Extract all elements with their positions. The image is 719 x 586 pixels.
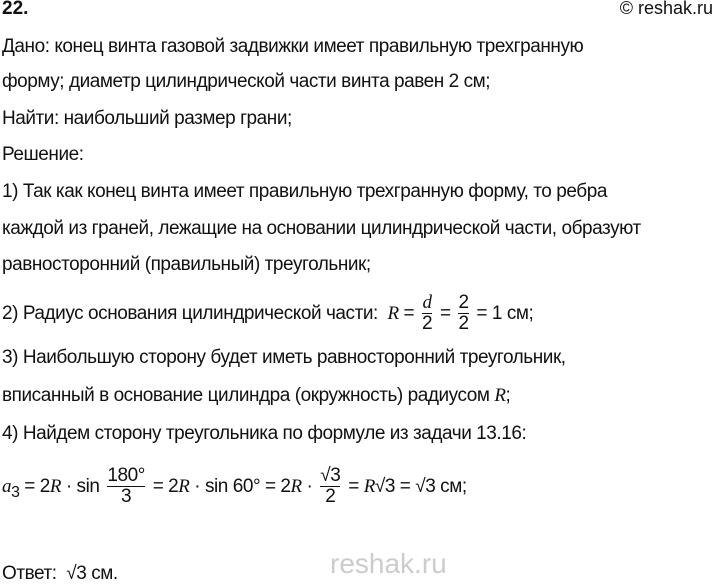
result: = 1 см;: [476, 303, 534, 324]
semicolon: ;: [505, 385, 511, 406]
fraction-d-2: [422, 293, 432, 334]
var-r: R: [387, 303, 399, 324]
var-r: R: [363, 476, 375, 497]
fraction-2-2: [458, 293, 468, 334]
step3-line-2: [2, 384, 510, 408]
var-r: R: [178, 476, 190, 497]
step3-line-1: 3) Наибольшую сторону будет иметь равносторонний треугольник,: [2, 347, 566, 368]
step1-line-3: равносторонний (правильный) треугольник;: [2, 254, 371, 275]
formula-part: =: [348, 476, 359, 497]
var-r: R: [290, 476, 302, 497]
denominator: 2: [421, 313, 433, 335]
step2-text: 2) Радиус основания цилиндрической части:: [2, 303, 378, 324]
numerator: d: [422, 292, 432, 314]
equals: =: [403, 303, 415, 324]
copyright: © reshak.ru: [619, 0, 713, 18]
formula-part: · sin 60° = 2: [189, 476, 291, 497]
formula-part: · sin: [61, 476, 100, 497]
step2-line: [2, 292, 533, 336]
answer-value: √3 см.: [66, 563, 118, 584]
subscript: 3: [11, 483, 20, 501]
var-r: R: [494, 385, 506, 406]
formula-part: = 2: [152, 476, 179, 497]
find-line: Найти: наибольший размер грани;: [2, 108, 292, 129]
var-a: a: [2, 476, 12, 497]
given-line-2: форму; диаметр цилиндрической части винта равен 2 см;: [2, 71, 491, 92]
problem-number: 22.: [2, 0, 29, 19]
answer-label: Ответ:: [2, 563, 57, 584]
answer-line: [2, 562, 118, 586]
formula-part: ·: [301, 476, 318, 497]
step1-line-2: каждой из граней, лежащие на основании цилиндрической части, образуют: [2, 218, 641, 239]
denominator: 2: [325, 486, 336, 508]
denominator: 2: [458, 313, 469, 335]
watermark: reshak.ru: [330, 548, 447, 579]
solution-heading: Решение:: [2, 144, 84, 165]
denominator: 3: [121, 486, 132, 508]
step1-line-1: 1) Так как конец винта имеет правильную трехгранную форму, то ребра: [2, 181, 607, 202]
given-line-1: Дано: конец винта газовой задвижки имеет правильную трехгранную: [2, 36, 584, 57]
numerator: 180°: [107, 465, 145, 487]
numerator: √3: [320, 465, 341, 487]
formula-line: [2, 462, 467, 518]
formula-part: = 2: [24, 476, 50, 497]
step4-line: 4) Найдем сторону треугольника по формуле из задачи 13.16:: [2, 423, 527, 444]
step3-text: вписанный в основание цилиндра (окружность) радиусом: [2, 385, 490, 406]
numerator: 2: [458, 292, 469, 314]
equals: =: [439, 303, 451, 324]
var-r: R: [49, 476, 62, 497]
formula-part: √3 = √3 см;: [374, 476, 467, 497]
fraction-180-3: [107, 466, 145, 507]
fraction-sqrt3-2: [320, 466, 340, 507]
